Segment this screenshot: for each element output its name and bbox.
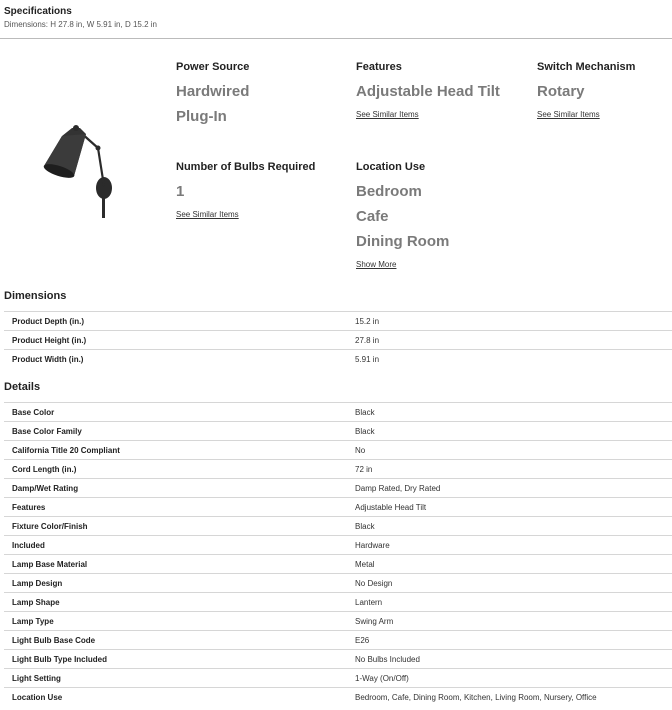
wall-lamp-image (30, 118, 140, 228)
table-row (4, 497, 672, 516)
attr-value: Rotary (537, 83, 585, 100)
table-row (4, 630, 672, 649)
table-row (4, 592, 672, 611)
dimensions-summary: Dimensions: H 27.8 in, W 5.91 in, D 15.2 in (4, 20, 157, 29)
row-value: Black (355, 521, 375, 531)
row-key: Base Color Family (12, 426, 82, 436)
row-value: Lantern (355, 597, 383, 607)
row-key: Lamp Base Material (12, 559, 88, 569)
see-similar-switch-link[interactable]: See Similar Items (537, 110, 600, 119)
row-key: Lamp Shape (12, 597, 60, 607)
dimensions-table (4, 311, 672, 368)
dimensions-section-title: Dimensions (4, 290, 67, 302)
row-key: Light Bulb Type Included (12, 654, 107, 664)
row-value: 15.2 in (355, 316, 380, 326)
attr-label: Switch Mechanism (537, 61, 636, 73)
details-section-title: Details (4, 381, 41, 393)
table-row (4, 311, 672, 330)
row-value: Black (355, 426, 375, 436)
row-key: Light Setting (12, 673, 61, 683)
attr-value: 1 (176, 183, 185, 200)
row-key: Lamp Design (12, 578, 63, 588)
row-key: Included (12, 540, 45, 550)
attr-power-source (176, 61, 249, 129)
row-key: Product Width (in.) (12, 354, 84, 364)
attr-bulbs-required (176, 161, 315, 222)
attr-value: Bedroom (356, 183, 422, 200)
attr-label: Features (356, 61, 402, 73)
specifications-header (4, 6, 157, 29)
row-key: Damp/Wet Rating (12, 483, 79, 493)
table-row (4, 687, 672, 706)
attr-switch-mechanism (537, 61, 635, 122)
row-key: Light Bulb Base Code (12, 635, 96, 645)
row-value: No Design (355, 578, 393, 588)
row-key: California Title 20 Compliant (12, 445, 120, 455)
table-row (4, 440, 672, 459)
attr-location-use (356, 161, 449, 272)
table-row (4, 330, 672, 349)
table-row (4, 516, 672, 535)
table-row (4, 554, 672, 573)
row-key: Features (12, 502, 46, 512)
row-key: Base Color (12, 407, 55, 417)
attr-value: Plug-In (176, 108, 227, 125)
row-key: Cord Length (in.) (12, 464, 77, 474)
row-value: Metal (355, 559, 375, 569)
row-key: Location Use (12, 692, 63, 702)
table-row (4, 611, 672, 630)
row-value: Hardware (355, 540, 390, 550)
attr-value: Adjustable Head Tilt (356, 83, 500, 100)
attr-value: Dining Room (356, 233, 450, 250)
row-value: 72 in (355, 464, 373, 474)
table-row (4, 649, 672, 668)
product-image (30, 118, 140, 228)
row-value: Swing Arm (355, 616, 394, 626)
row-key: Product Height (in.) (12, 335, 87, 345)
table-row (4, 459, 672, 478)
row-key: Lamp Type (12, 616, 54, 626)
details-table (4, 402, 672, 706)
table-row (4, 573, 672, 592)
attr-features (356, 61, 500, 122)
table-row (4, 421, 672, 440)
specifications-title: Specifications (4, 6, 72, 17)
attr-label: Power Source (176, 61, 250, 73)
row-value: 27.8 in (355, 335, 380, 345)
show-more-location-link[interactable]: Show More (356, 260, 397, 269)
see-similar-bulbs-link[interactable]: See Similar Items (176, 210, 239, 219)
row-value: Bedroom, Cafe, Dining Room, Kitchen, Living Room, Nursery, Office (355, 692, 597, 702)
row-value: Black (355, 407, 375, 417)
row-value: Adjustable Head Tilt (355, 502, 427, 512)
row-value: 5.91 in (355, 354, 380, 364)
attr-value: Cafe (356, 208, 389, 225)
row-key: Product Depth (in.) (12, 316, 84, 326)
divider (0, 38, 672, 39)
table-row (4, 668, 672, 687)
row-value: E26 (355, 635, 370, 645)
attr-label: Number of Bulbs Required (176, 161, 316, 173)
table-row (4, 535, 672, 554)
table-row (4, 349, 672, 368)
see-similar-features-link[interactable]: See Similar Items (356, 110, 419, 119)
row-value: No Bulbs Included (355, 654, 420, 664)
table-row (4, 402, 672, 421)
row-value: 1-Way (On/Off) (355, 673, 409, 683)
table-row (4, 478, 672, 497)
row-key: Fixture Color/Finish (12, 521, 88, 531)
attr-value: Hardwired (176, 83, 250, 100)
attr-label: Location Use (356, 161, 426, 173)
row-value: No (355, 445, 366, 455)
row-value: Damp Rated, Dry Rated (355, 483, 441, 493)
